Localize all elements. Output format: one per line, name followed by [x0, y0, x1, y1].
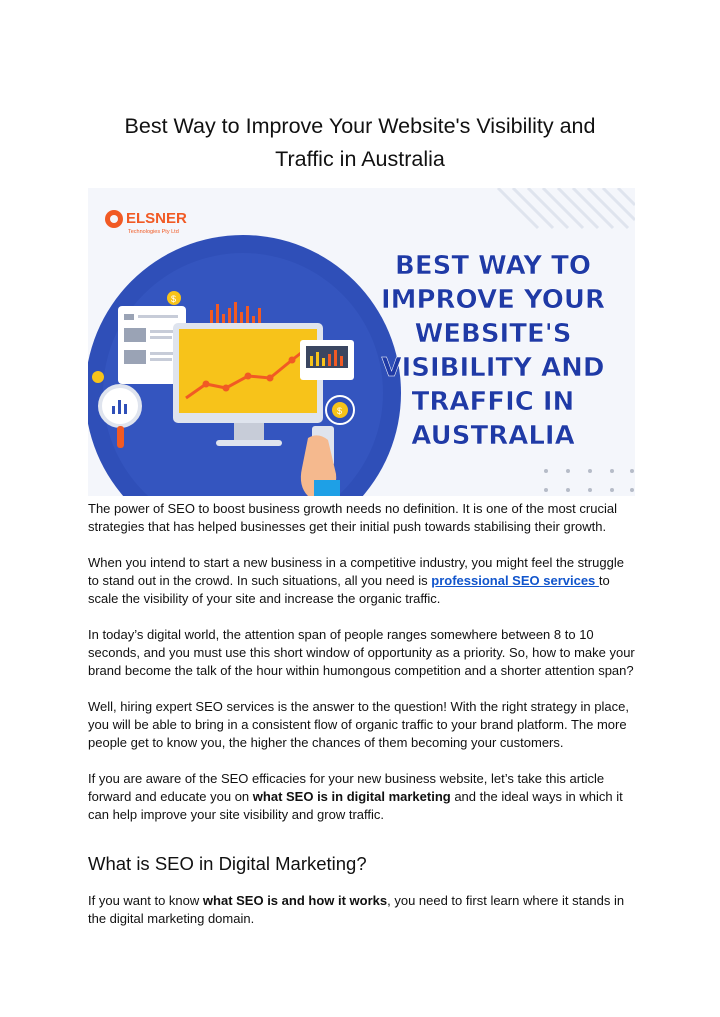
paragraph-5-text-a: If you are aware of the SEO efficacies for your new business website, let’s take this article forward and educate you on — [88, 771, 605, 804]
elsner-logo — [105, 210, 187, 235]
paragraph-2-text-b: to scale the visibility of your site and increase the organic traffic. — [88, 573, 610, 606]
paragraph-6-bold: what SEO is and how it works — [202, 893, 388, 908]
section-heading: What is SEO in Digital Marketing? — [88, 853, 367, 874]
title-line-2: Traffic in Australia — [275, 147, 445, 171]
banner-illustration — [88, 188, 635, 496]
paragraph-2-text-a: When you intend to start a new business in a competitive industry, you might feel the struggle to stand out in the crowd. In such situations, all you need is — [88, 555, 624, 588]
paragraph-3: In today’s digital world, the attention span of people ranges somewhere between 8 to 10 seconds, and you must use this short window of opportunity as a priority. So, how to make your brand become the talk of the hour within humongous competition and a shorter attention span? — [88, 627, 635, 678]
stripe-decoration — [498, 188, 635, 228]
paragraph-4: Well, hiring expert SEO services is the answer to the question! With the right strategy in place, you will be able to bring in a consistent flow of organic traffic to your brand platform. The more people get to know you, the higher the chances of them becoming your customers. — [88, 699, 629, 750]
paragraph-5 — [88, 770, 638, 824]
paragraph-6-text-b: , you need to first learn where it stands in the digital marketing domain. — [88, 893, 625, 926]
svg-text:VISIBILITY AND: VISIBILITY AND — [381, 353, 605, 383]
svg-text:IMPROVE YOUR: IMPROVE YOUR — [380, 285, 606, 315]
paragraph-5-text-b: and the ideal ways in which it can help improve your site visibility and grow traffic. — [88, 789, 623, 822]
paragraph-1: The power of SEO to boost business growth needs no definition. It is one of the most crucial strategies that has helped businesses get their initial push towards stabilising their growth. — [88, 501, 617, 534]
paragraph-6 — [88, 892, 638, 928]
title-line-1: Best Way to Improve Your Website's Visibility and — [124, 114, 596, 138]
paragraph-2 — [88, 554, 638, 608]
dot-decoration — [544, 469, 634, 492]
hero-banner-image — [88, 188, 635, 496]
page-title — [80, 110, 640, 176]
svg-text:ELSNER: ELSNER — [126, 210, 187, 227]
svg-text:TRAFFIC IN: TRAFFIC IN — [411, 387, 575, 417]
professional-seo-services-link[interactable]: professional SEO services — [431, 573, 599, 588]
analytics-card — [300, 340, 354, 380]
svg-text:Technologies Pty Ltd: Technologies Pty Ltd — [128, 229, 179, 235]
svg-text:$: $ — [337, 406, 343, 416]
banner-headline — [381, 251, 605, 451]
paragraph-6-text-a: If you want to know — [88, 893, 203, 908]
svg-text:WEBSITE'S: WEBSITE'S — [414, 319, 572, 349]
svg-text:$: $ — [171, 294, 177, 304]
svg-text:AUSTRALIA: AUSTRALIA — [411, 421, 575, 451]
paragraph-5-bold: what SEO is in digital marketing — [252, 789, 451, 804]
article-body — [88, 500, 638, 946]
svg-text:BEST WAY TO: BEST WAY TO — [395, 251, 591, 281]
